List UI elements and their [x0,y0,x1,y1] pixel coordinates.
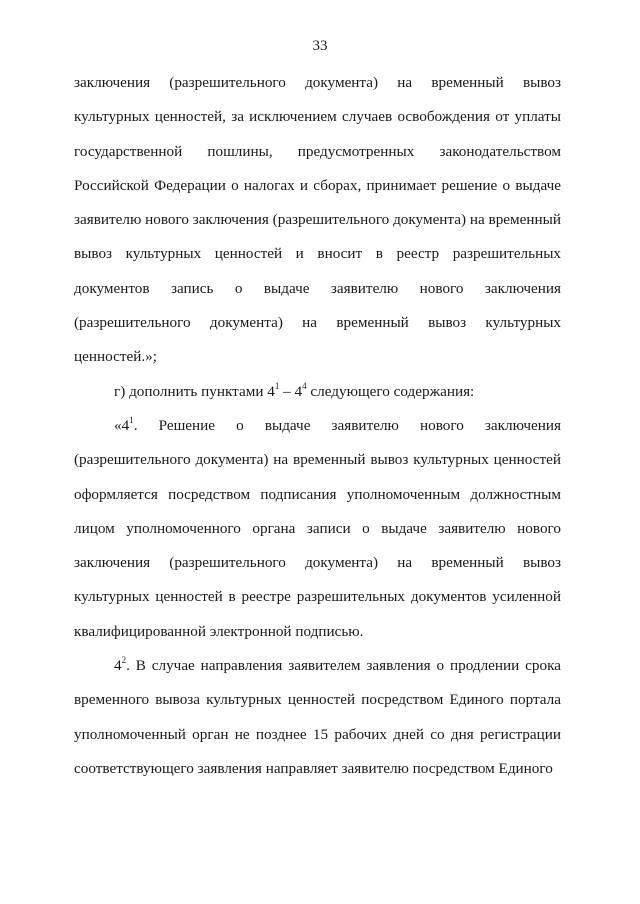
paragraph-text: г) дополнить пунктами 4 [114,382,275,400]
paragraph-continuation: заключения (разрешительного документа) на временный вывоз культурных ценностей, за исключением случаев освобождения от уплаты государственной пошлины, предусмотренных законодательством Российской Федерации о налогах и сборах, принимает решение о выдаче заявителю нового заключения (разрешительного документа) на временный вывоз культурных ценностей и вносит в реестр разрешительных документов запись о выдаче заявителю нового заключения (разрешительного документа) на временный вывоз культурных ценностей.»; [74,74,561,366]
paragraph-clause-4-1 [74,409,561,649]
document-body [74,66,561,786]
paragraph-text: 4 [114,657,122,675]
superscript: 1 [274,380,280,391]
superscript: 4 [302,380,307,391]
paragraph-clause-4-2 [74,649,561,786]
page-number: 33 [312,38,328,54]
paragraph-text: «4 [114,416,130,434]
paragraph-text: следующего содержания: [306,382,475,400]
paragraph-text: . В случае направления заявителем заявления о продлении срока временного вывоза культурных ценностей посредством Единого портала уполномоченный орган не позднее 15 рабочих дней со дня регистрации соответствующего заявления направляет заявителю посредством Единого [74,657,561,777]
paragraph-text: . Решение о выдаче заявителю нового заключения (разрешительного документа) на временный вывоз культурных ценностей оформляется посредством подписания уполномоченным должностным лицом уполномоченного органа записи о выдаче заявителю нового заключения (разрешительного документа) на временный вывоз культурных ценностей в реестре разрешительных документов усиленной квалифицированной электронной подписью. [74,416,561,640]
superscript: 1 [129,414,134,425]
paragraph-text: – 4 [279,382,303,400]
superscript: 2 [121,654,127,665]
paragraph-amendment-g [74,375,561,409]
